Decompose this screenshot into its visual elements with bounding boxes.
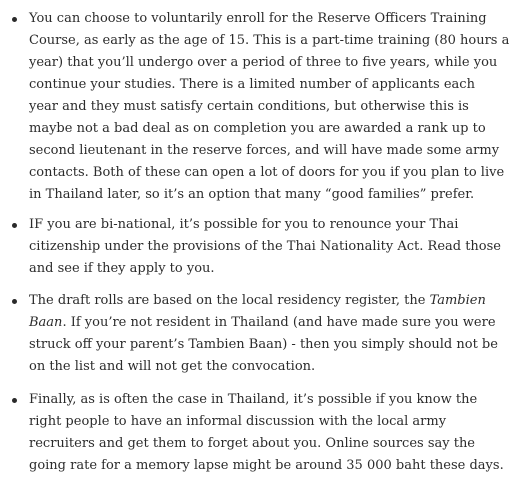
bullet-dot [12,299,17,304]
text-line: IF you are bi-national, it’s possible for you to renounce your Thai [29,217,459,232]
bullet-dot [12,223,17,228]
text-line: maybe not a bad deal as on completion you are awarded a rank up to [29,121,486,136]
list-item [29,214,501,280]
text-line: year and they must satisfy certain conditions, but otherwise this is [29,99,469,114]
paragraph-reserve-officers-training [29,8,509,206]
text-line: recruiters and get them to forget about you. Online sources say the [29,436,476,451]
list-item [29,8,509,206]
italic-term-baan: Baan [29,315,63,330]
text-line: on the list and will not get the convocation. [29,359,316,374]
text-line: struck off your parent’s Tambien Baan) - then you simply should not be [29,337,498,352]
text-line: You can choose to voluntarily enroll for the Reserve Officers Training [29,11,487,26]
bullet-dot [12,17,17,22]
text-line [29,312,496,334]
text-line: contacts. Both of these can open a lot of doors for you if you plan to live [29,165,505,180]
italic-term-tambien: Tambien [429,293,486,308]
list-item [29,389,504,477]
list-item [29,290,498,378]
paragraph-bi-national [29,214,501,280]
text-line: Finally, as is often the case in Thailand, it’s possible if you know the [29,392,478,407]
paragraph-informal-discussion [29,389,504,477]
text-line [29,290,486,312]
text-line: citizenship under the provisions of the Thai Nationality Act. Read those [29,239,501,254]
text-line: in Thailand later, so it’s an option that many “good families” prefer. [29,187,475,202]
paragraph-draft-rolls [29,290,498,378]
text-line: right people to have an informal discussion with the local army [29,414,447,429]
text-line: continue your studies. There is a limited number of applicants each [29,77,475,92]
text-line: and see if they apply to you. [29,261,215,276]
text-fragment: . If you’re not resident in Thailand (and have made sure you were [62,315,496,330]
text-line: going rate for a memory lapse might be around 35 000 baht these days. [29,458,504,473]
text-line: year) that you’ll undergo over a period of three to five years, while you [29,55,498,70]
bullet-dot [12,398,17,403]
text-line: Course, as early as the age of 15. This is a part-time training (80 hours a [29,33,509,48]
text-fragment: The draft rolls are based on the local residency register, the [29,293,430,308]
text-line: second lieutenant in the reserve forces, and will have made some army [29,143,500,158]
